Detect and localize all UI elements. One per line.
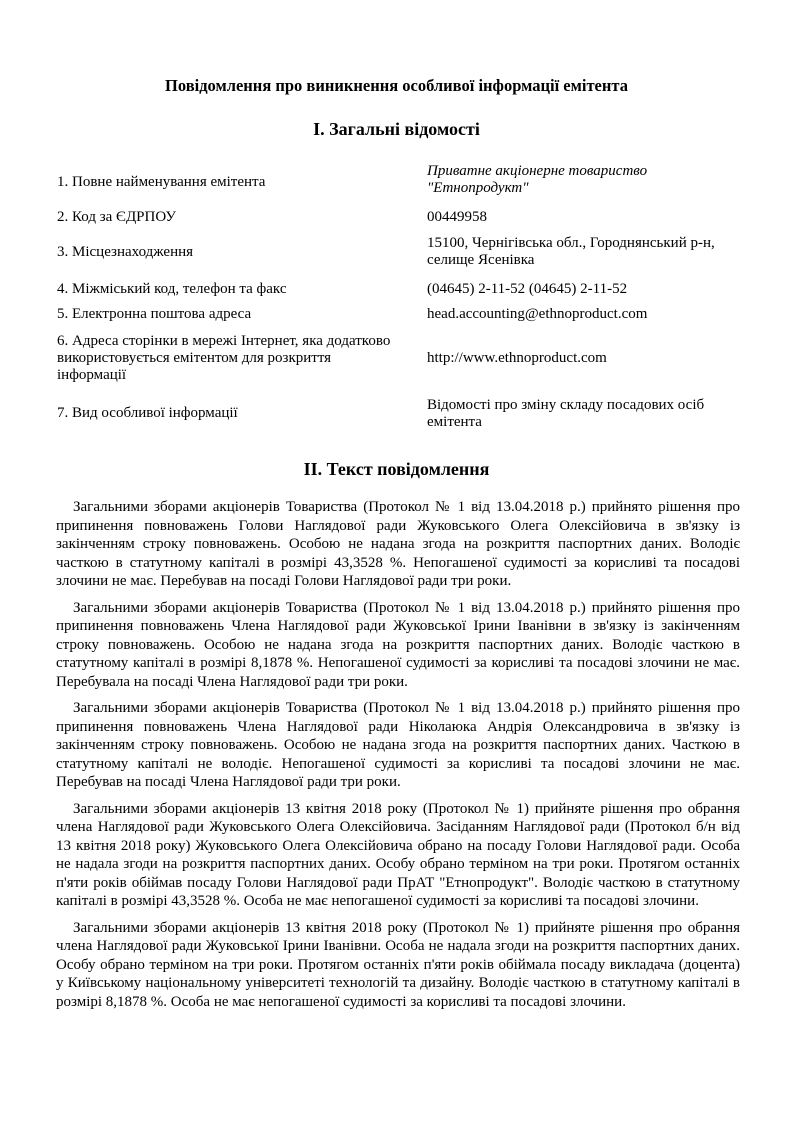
document-title: Повідомлення про виникнення особливої інформації емітента [165,76,628,95]
section-general-info-title: І. Загальні відомості [313,119,480,139]
info-type-value [427,397,742,431]
message-body [56,498,740,1019]
issuer-name-value [427,163,742,197]
location-value-line: 15100, Чернігівська обл., Городнянський р-н, [427,235,715,251]
message-paragraph: Загальними зборами акціонерів 13 квітня 2018 року (Протокол № 1) прийняте рішення про обрання члена Наглядової ради Жуковської Ірини Іванівни. Особа не надала згоди на розкриття паспортних даних. Особу обрано терміном на три роки. Протягом останніх п'яти років обіймала посаду викладача (доцента) у Київському національному університеті технологій та дизайну. Володіє часткою в статутному капіталі в розмірі 8,1878 %. Особа не має непогашеної судимості за корисливі та посадові злочини. [56,919,740,1010]
location-label: 3. Місцезнаходження [57,244,194,260]
section-message-text-title: ІІ. Текст повідомлення [303,459,490,479]
message-paragraph: Загальними зборами акціонерів Товариства (Протокол № 1 від 13.04.2018 р.) прийнято рішення про припинення повноважень Члена Наглядової ради Ніколаюка Андрія Олександровича в зв'язку із закінченням строку повноважень. Особою не надана згода на розкриття паспортних даних. Часткою в статутному капіталі не володіє. Непогашеної судимості за корисливі та посадові злочини не має. Перебував на посаді Члена Наглядової ради три роки. [56,700,740,790]
website-label-line: 6. Адреса сторінки в мережі Інтернет, яка додатково [57,333,391,349]
edrpou-code-value: 00449958 [427,209,487,225]
issuer-name-value-line: "Етнопродукт" [427,180,529,196]
message-paragraph: Загальними зборами акціонерів Товариства (Протокол № 1 від 13.04.2018 р.) прийнято рішення про припинення повноважень Голови Наглядової ради Жуковського Олега Олексійовича в зв'язку із закінченням строку повноважень. Особою не надана згода на розкриття паспортних даних. Володіє часткою в статутному капіталі в розмірі 43,3528 %. Непогашеної судимості за корисливі та посадові злочини не має. Перебував на посаді Голови Наглядової ради три роки. [56,499,740,589]
location-value [427,235,742,269]
website-value: http://www.ethnoproduct.com [427,350,607,366]
phone-label: 4. Міжміський код, телефон та факс [57,281,287,297]
info-type-label: 7. Вид особливої інформації [57,405,238,421]
email-value: head.accounting@ethnoproduct.com [427,306,648,322]
message-paragraph: Загальними зборами акціонерів 13 квітня 2018 року (Протокол № 1) прийняте рішення про обрання члена Наглядової ради Жуковського Олега Олексійовича. Засіданням Наглядової ради (Протокол б/н від 13 квітня 2018 року) Жуковського Олега Олексійовича обрано на посаду Голови Наглядової ради. Особа не надала згоди на розкриття паспортних даних. Особу обрано терміном на три роки. Протягом останніх п'яти років обіймав посаду Голови Наглядової ради ПрАТ "Етнопродукт". Володіє часткою в статутному капіталі в розмірі 43,3528 %. Особа не має непогашеної судимості за корисливі та посадові злочини. [56,800,740,909]
website-label [57,333,392,384]
website-label-line: інформації [57,367,127,383]
issuer-name-label: 1. Повне найменування емітента [57,174,266,190]
issuer-name-value-line: Приватне акціонерне товариство [427,163,648,179]
info-type-value-line: емітента [427,414,482,430]
edrpou-code-label: 2. Код за ЄДРПОУ [57,209,176,225]
location-value-line: селище Ясенівка [427,252,535,268]
message-paragraph: Загальними зборами акціонерів Товариства (Протокол № 1 від 13.04.2018 р.) прийнято рішення про припинення повноважень Члена Наглядової ради Жуковської Ірини Іванівни в зв'язку із закінченням строку повноважень. Особою не надана згода на розкриття паспортних даних. Володіє часткою в статутному капіталі в розмірі 8,1878 %. Непогашеної судимості за корисливі та посадові злочини не має. Перебувала на посаді Члена Наглядової ради три роки. [56,599,740,690]
phone-value: (04645) 2-11-52 (04645) 2-11-52 [427,281,628,297]
email-label: 5. Електронна поштова адреса [57,306,252,322]
info-type-value-line: Відомості про зміну складу посадових осіб [427,397,705,413]
website-label-line: використовується емітентом для розкриття [57,350,332,366]
